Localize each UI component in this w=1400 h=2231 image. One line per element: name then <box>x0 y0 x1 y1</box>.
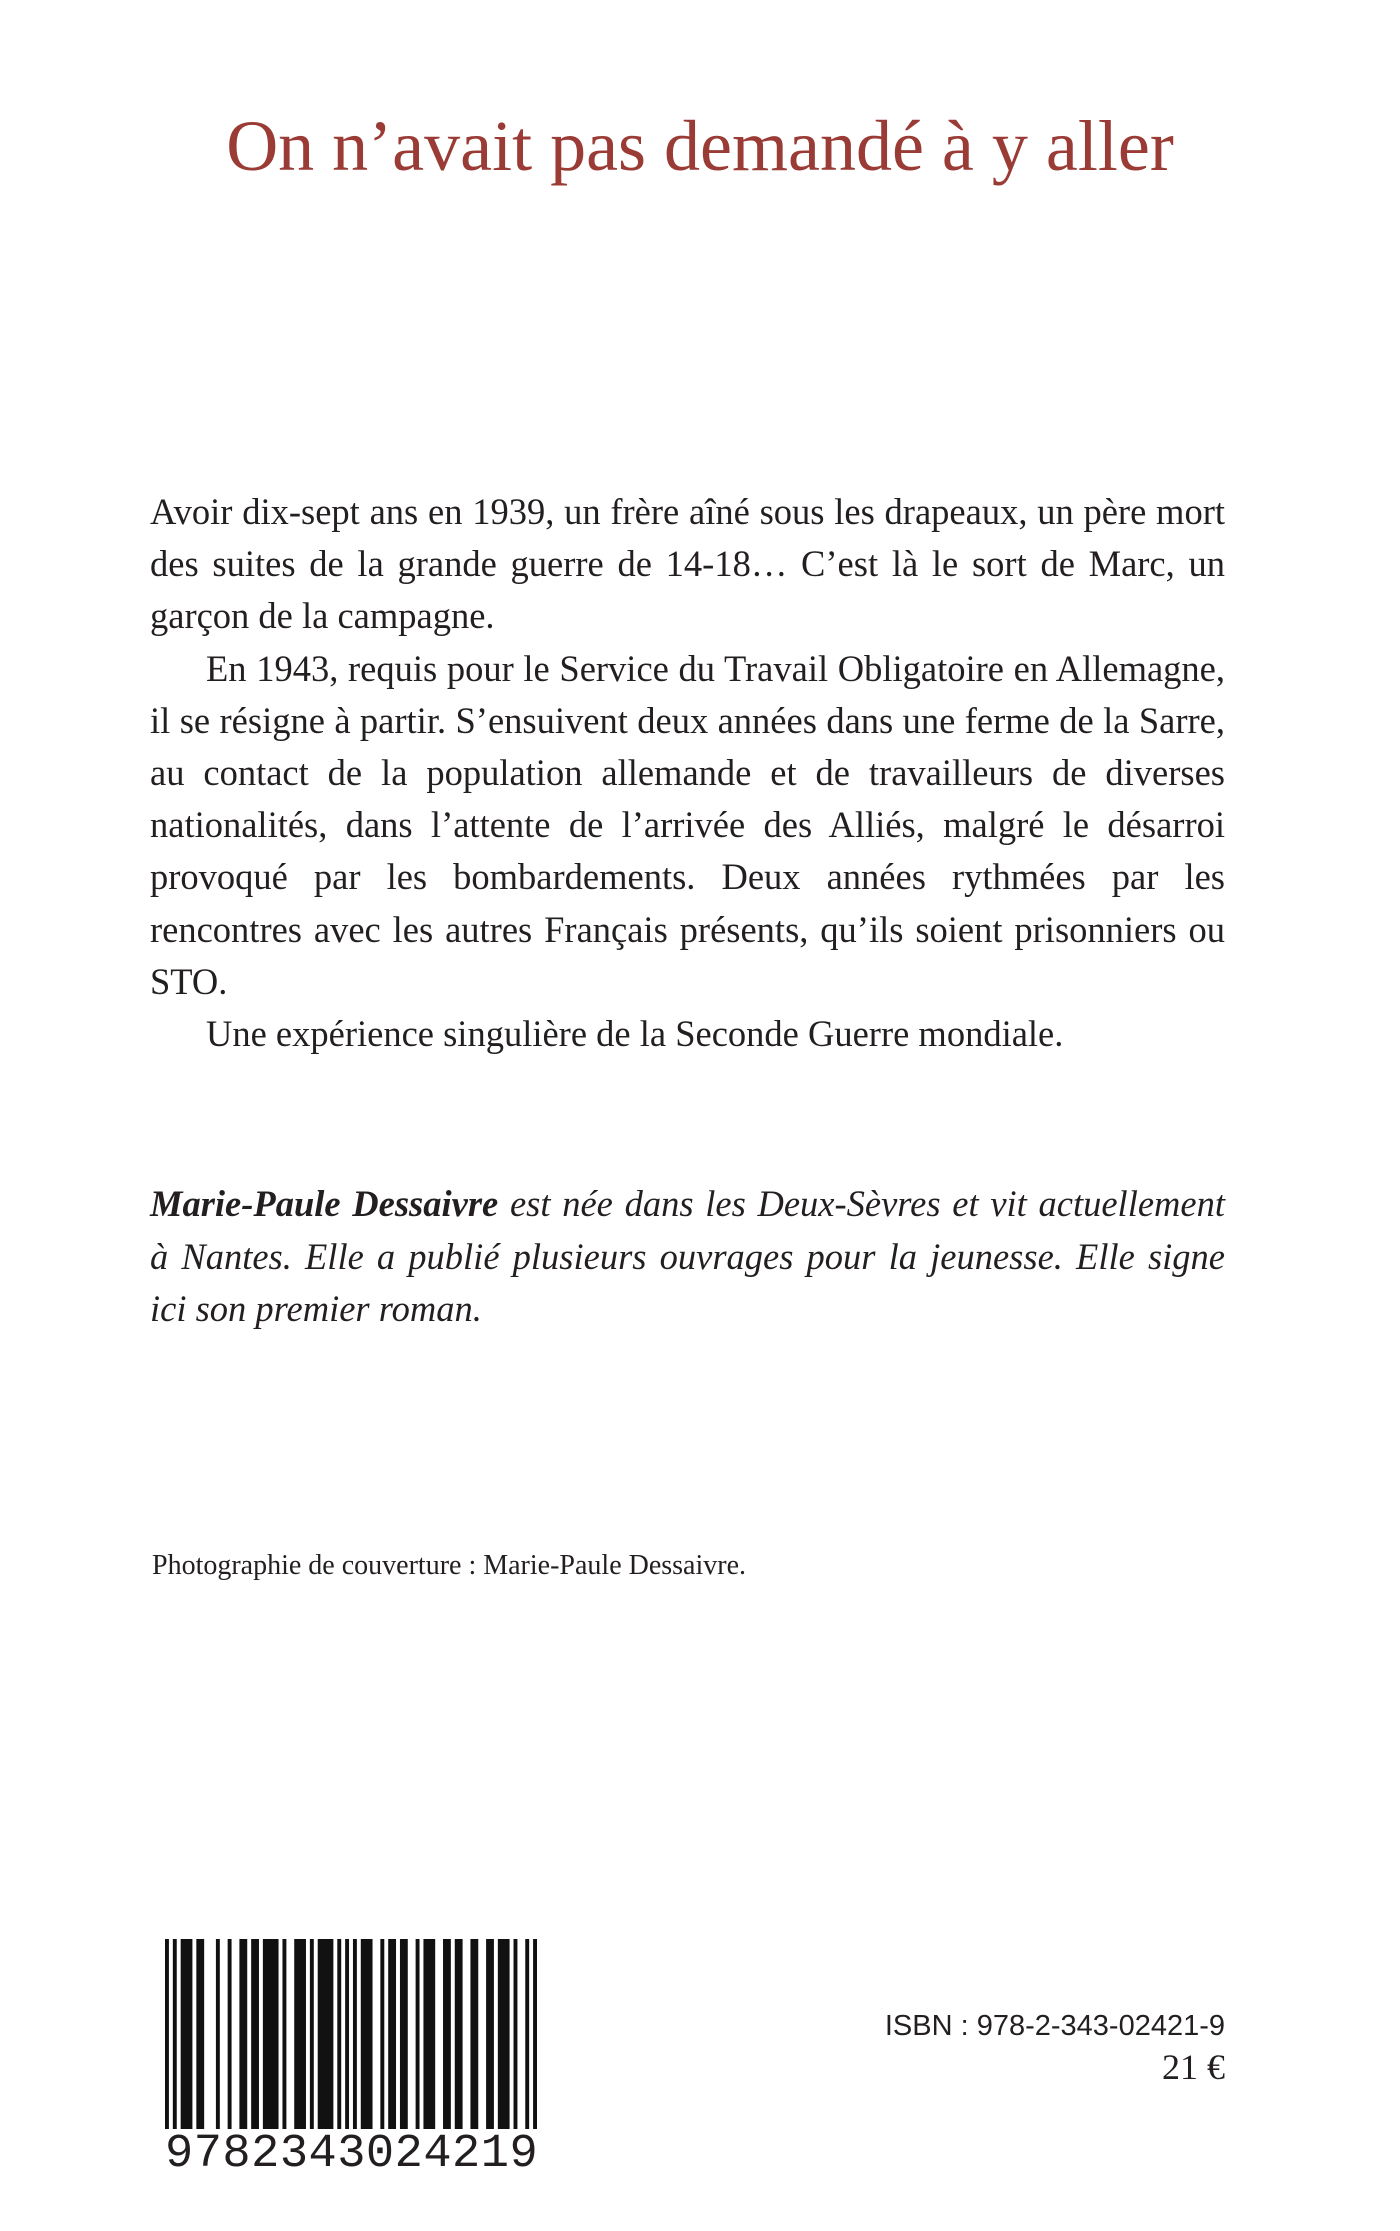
barcode-bar <box>239 1939 247 2139</box>
photo-credit: Photographie de couverture : Marie-Paule Dessaivre. <box>152 1550 747 1581</box>
barcode <box>165 1939 537 2182</box>
author-bio <box>150 1178 1225 1336</box>
barcode-bar <box>388 1939 396 2139</box>
back-cover-blurb <box>150 486 1225 1060</box>
barcode-bar <box>263 1939 279 2139</box>
isbn: ISBN : 978-2-343-02421-9 <box>884 2010 1225 2042</box>
author-name: Marie-Paule Dessaivre <box>150 1183 499 1224</box>
barcode-bar <box>173 1939 177 2139</box>
barcode-bar <box>380 1939 384 2139</box>
barcode-bar <box>345 1939 349 2139</box>
barcode-bar <box>228 1939 232 2139</box>
barcode-bar <box>310 1939 314 2139</box>
barcode-bar <box>443 1939 451 2139</box>
barcode-bar <box>361 1939 373 2139</box>
barcode-bar <box>498 1939 510 2139</box>
barcode-bar <box>216 1939 220 2139</box>
barcode-bar <box>416 1939 420 2139</box>
barcode-bar <box>423 1939 435 2139</box>
barcode-bar <box>251 1939 259 2139</box>
blurb-paragraph: En 1943, requis pour le Service du Travail Obligatoire en Allemagne, il se résigne à partir. S’ensuivent deux années dans une ferme de la Sarre, au contact de la population allemande et de travailleurs de diverses nationalités, dans l’attente de l’arrivée des Alliés, malgré le désarroi provoqué par les bombardements. Deux années rythmées par les rencontres avec les autres Français présents, qu’ils soient prisonniers ou STO. <box>150 647 1225 1002</box>
author-bio-text: est née dans les Deux-Sèvres et vit actuellement à Nantes. Elle a publié plusieurs ouvrages pour la jeunesse. Elle signe ici son premier roman. <box>150 1183 1225 1329</box>
barcode-bar <box>486 1939 494 2139</box>
barcode-bar <box>455 1939 463 2139</box>
price: 21 € <box>1162 2047 1225 2087</box>
barcode-bar <box>470 1939 478 2139</box>
barcode-bar <box>400 1939 408 2139</box>
blurb-paragraph: Une expérience singulière de la Seconde Guerre mondiale. <box>206 1013 1064 1055</box>
barcode-bar <box>181 1939 193 2139</box>
barcode-bar <box>282 1939 286 2139</box>
barcode-bar <box>294 1939 306 2139</box>
book-title: On n’avait pas demandé à y aller <box>226 106 1174 186</box>
blurb-paragraph: Avoir dix-sept ans en 1939, un frère aîné sous les drapeaux, un père mort des suites de la grande guerre de 14-18… C’est là le sort de Marc, un garçon de la campagne. <box>150 491 1225 637</box>
barcode-bar <box>525 1939 529 2139</box>
barcode-bar <box>196 1939 204 2139</box>
barcode-bar <box>514 1939 518 2139</box>
barcode-digits: 9782343024219 <box>165 2128 539 2181</box>
barcode-bars <box>165 1939 537 2139</box>
barcode-bar <box>165 1939 169 2139</box>
barcode-bar <box>337 1939 341 2139</box>
barcode-bar <box>353 1939 357 2139</box>
barcode-bar <box>318 1939 334 2139</box>
barcode-bar <box>533 1939 537 2139</box>
